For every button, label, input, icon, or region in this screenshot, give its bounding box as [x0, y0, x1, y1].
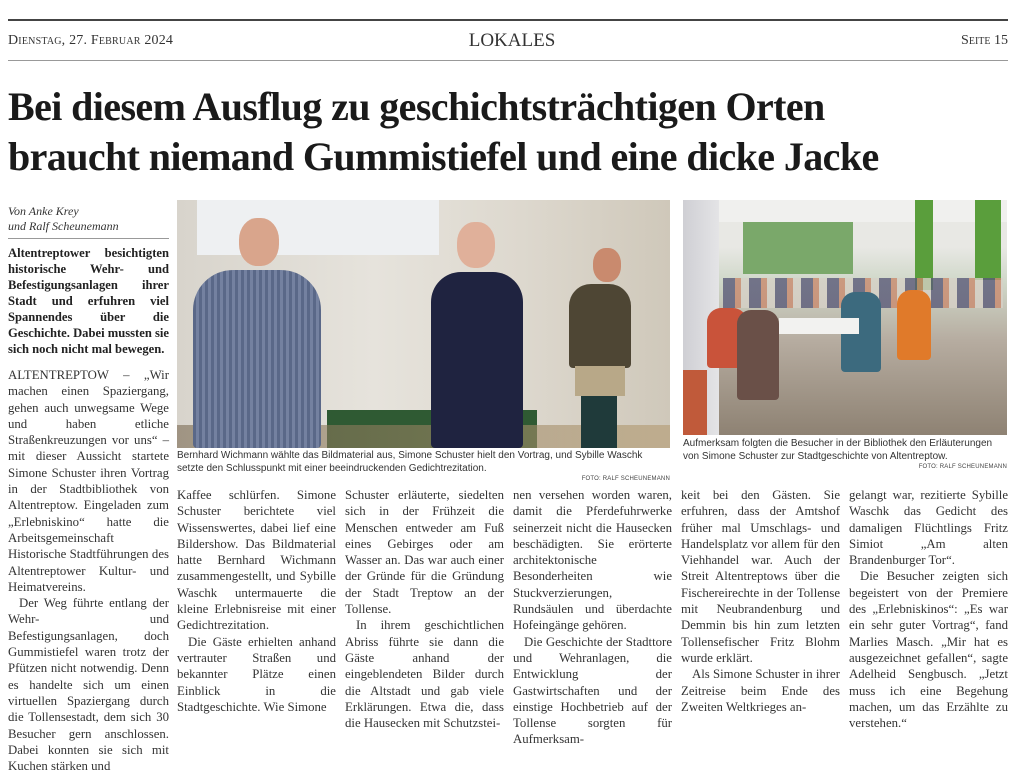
person-bernhard-wichmann: [193, 270, 321, 448]
person-simone-schuster: [431, 272, 523, 448]
photo-caption-block-2: [683, 437, 1007, 483]
green-curtain: [975, 200, 1001, 280]
lower-content: [177, 437, 1007, 748]
projection-screen: [197, 200, 439, 255]
paragraph: Als Simone Schuster in ihrer Zeitreise beim Ende des Zweiten Weltkrieges an-: [681, 667, 840, 714]
article-column-3: [345, 487, 504, 748]
byline-author-2: und Ralf Scheunemann: [8, 219, 119, 233]
issue-date: Dienstag, 27. Februar 2024: [8, 33, 174, 48]
person-head: [239, 218, 279, 266]
paragraph: Kaffee schlürfen. Simone Schuster berichtete viel Wissenswertes, dabei lief eine Bildershow. Das Bildmaterial hatte Bernhard Wichmann zusammengestellt, und Sybille Waschk untermauerte die kleine Erlebnisreise mit einer Gedichtrezitation.: [177, 488, 336, 633]
ceiling: [683, 200, 1007, 222]
paragraph: nen versehen worden waren, damit die Pferdefuhrwerke seinerzeit nicht die Hausecken beschädigten. Sie erörterte architektonische Besonderheiten wie Stuckverzierungen, Rundsäulen und überdachte Hofeingänge gehören.: [513, 488, 672, 633]
caption-row: [177, 437, 1007, 483]
paragraph: ALTENTREPTOW – „Wir machen einen Spaziergang, gehen auch unwegsame Wege und haben etliche Straßenkreuzungen vor uns“ – mit dieser Aussicht startete Simone Schuster ihren Vortrag in der Stadtbibliothek von Altentreptow. Eingeladen zum „Erlebniskino“ hatte die Arbeitsgemeinschaft Historische Stadtführungen des Altentreptower Kultur- und Heimatvereins.: [8, 368, 169, 594]
article-column-4: [513, 487, 672, 748]
photo-speakers: [177, 200, 670, 448]
person-sybille-waschk: [569, 284, 631, 368]
photo-audience: [683, 200, 1007, 435]
photo-caption-block-1: [177, 437, 670, 483]
article-column-6: [849, 487, 1008, 748]
person-head: [593, 248, 621, 282]
paragraph: Schuster erläuterte, siedelten sich in der Frühzeit die Menschen entweder am Fuß eines Gebirges oder am Wasser an. Das war auch einer der Gründe für die Gründung der Stadt Treptow an der Tollense.: [345, 488, 504, 617]
article-column-1: [8, 367, 169, 774]
paragraph: gelangt war, rezitierte Sybille Waschk das Gedicht des damaligen Flüchtlings Fritz Simiot „Am alten Brandenburger Tor“.: [849, 488, 1008, 568]
visitor: [897, 290, 931, 360]
green-curtain: [915, 200, 933, 290]
skirt: [575, 366, 625, 396]
photo-credit-2: FOTO: RALF SCHEUNEMANN: [918, 464, 1007, 470]
header-rule-bottom: [8, 60, 1008, 61]
page-number: Seite 15: [961, 33, 1008, 48]
headline-line-1: Bei diesem Ausflug zu geschichtsträchtigen Orten: [8, 84, 825, 129]
paragraph: Die Geschichte der Stadttore und Wehranlagen, die Entwicklung der Gastwirtschaften und der einstige Hochbetrieb auf der Tollense sorgten für Aufmerksam-: [513, 634, 672, 747]
photo-credit-1: FOTO: RALF SCHEUNEMANN: [581, 476, 670, 482]
article-columns: [177, 487, 1007, 748]
person-head: [457, 222, 495, 268]
photo-caption-2: Aufmerksam folgten die Besucher in der Bibliothek den Erläuterungen von Simone Schuster zur Stadtgeschichte von Altentreptow.: [683, 438, 993, 462]
paragraph: Die Gäste erhielten anhand vertrauter Straßen und bekannter Plätze einen Einblick in die Stadtgeschichte. Wie Simone: [177, 634, 336, 714]
table: [779, 318, 859, 334]
table-cloth: [683, 370, 707, 435]
left-column: [8, 204, 169, 774]
article-column-5: [681, 487, 840, 748]
header-rule-top: [8, 19, 1008, 21]
paragraph: keit bei den Gästen. Sie erfuhren, dass der Amtshof früher mal Umschlags- und Handelsplatz vor allem für den Viehhandel war. Auch der Streit Altentreptows über die Fischereirechte in der Tollense mit Neubrandenburg und Demmin bis hin zum letzten Tollensefischer Fritz Blohm wurde erklärt.: [681, 488, 840, 665]
photo-caption-1: Bernhard Wichmann wählte das Bildmaterial aus, Simone Schuster hielt den Vortrag, und Sybille Waschk setzte den Schlusspunkt mit einer beeindruckenden Gedichtrezitation.: [177, 450, 643, 474]
headline-line-2: braucht niemand Gummistiefel und eine dicke Jacke: [8, 134, 879, 179]
headline: [8, 82, 1018, 182]
byline-author-1: Von Anke Krey: [8, 204, 79, 218]
paragraph: Der Weg führte entlang der Wehr- und Befestigungsanlagen, doch Gummistiefel waren trotz der Pfützen nicht notwendig. Denn es handelte sich um einen virtuellen Spaziergang durch die Tollensestadt, dem sich 30 Besucher gern anschlossen. Dabei konnten sie sich mit Kuchen stärken und: [8, 596, 169, 774]
visitor: [737, 310, 779, 400]
lead-paragraph: Altentreptower besichtigten historische Wehr- und Befestigungsanlagen ihrer Stadt und erfuhren viel Spannendes über die Geschichte. Dabei mussten sie sich noch nicht mal bewegen.: [8, 246, 169, 356]
section-title: LOKALES: [468, 30, 556, 51]
green-wall: [743, 222, 853, 274]
article-column-2: [177, 487, 336, 748]
paragraph: In ihrem geschichtlichen Abriss führte sie dann die Gäste anhand der eingeblendeten Bilder durch die Altstadt und gab viele Erklärungen. Etwa die, dass die Hausecken mit Schutzstei-: [345, 618, 504, 731]
byline: [8, 204, 169, 234]
paragraph: Die Besucher zeigten sich begeistert von der Premiere des „Erlebniskinos“: „Es war ein sehr guter Vortrag“, fand Marlies Masch. „Mir hat es ausgezeichnet gefallen“, sagte Adelheid Sengbusch. „Jetzt muss ich eine Begehung machen, um das Erzählte zu verstehen.“: [849, 569, 1008, 731]
byline-divider: [8, 238, 169, 239]
